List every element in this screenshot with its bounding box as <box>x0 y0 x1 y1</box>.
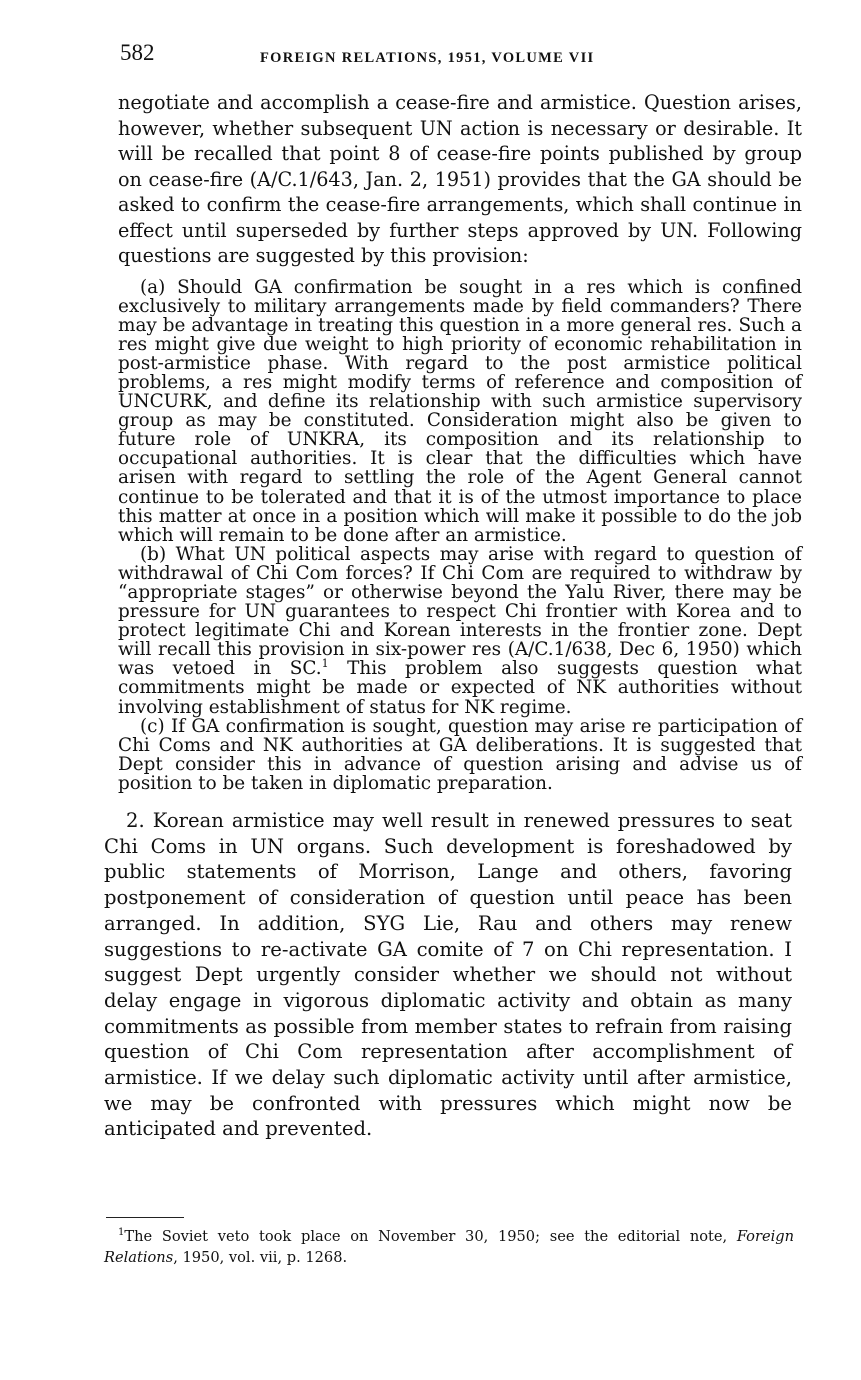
footnote <box>104 1226 794 1268</box>
footnote-text-after: , 1950, vol. vii, p. 1268. <box>173 1249 348 1266</box>
sub-points <box>118 278 802 794</box>
page-number: 582 <box>120 40 155 65</box>
sub-point-a: (a) Should GA confirmation be sought in a res which is confined exclusively to military arrangements made by field commanders? There may be advantage in treating this question in a more general res. Such a res might give due weight to high priority of economic rehabilitation in post-armistice phase. With regard to the post armistice political problems, a res might modify terms of reference and composition of UNCURK, and define its relationship with such armistice supervisory group as may be constituted. Consideration might also be given to future role of UNKRA, its composition and its relationship to occupational authorities. It is clear that the difficulties which have arisen with regard to settling the role of the Agent General cannot continue to be tolerated and that it is of the utmost importance to place this matter at once in a position which will make it possible to do the job which will remain to be done after an armistice. <box>118 276 802 546</box>
body-text <box>104 90 802 1142</box>
footnote-marker: 1 <box>118 1227 125 1239</box>
footnote-divider <box>106 1217 184 1218</box>
running-head: FOREIGN RELATIONS, 1951, VOLUME VII <box>260 50 595 66</box>
sub-point-c: (c) If GA confirmation is sought, question may arise re participation of Chi Coms and NK authorities at GA deliberations. It is suggested that Dept consider this in advance of question arising and advise us of position to be taken in diplomatic preparation. <box>118 715 802 794</box>
footnote-text-before: The Soviet veto took place on November 30, 1950; see the editorial note, <box>124 1228 737 1245</box>
sub-point-b-text-1: (b) What UN political aspects may arise with regard to question of withdrawal of Chi Com forces? If Chi Com are required to withdraw by “appropriate stages” or otherwise beyond the Yalu River, there may be pressure for UN guarantees to respect Chi frontier with Korea and to protect legitimate Chi and Korean interests in the frontier zone. Dept will recall this provision in six-power res (A/C.1/638, Dec 6, 1950) which was vetoed in SC. <box>118 543 802 680</box>
sub-point-b-text-2: This problem also suggests question what commitments might be made or expected of NK authorities without involving establishment of status for NK regime. <box>118 658 802 718</box>
lead-paragraph: negotiate and accomplish a cease-fire and armistice. Question arises, however, whether subsequent UN action is necessary or desirable. It will be recalled that point 8 of cease-fire points published by group on cease-fire (A/C.1/643, Jan. 2, 1951) provides that the GA should be asked to confirm the cease-fire arrangements, which shall continue in effect until superseded by further steps approved by UN. Following questions are suggested by this provision: <box>118 91 802 267</box>
footnote-title: Foreign Relations <box>104 1228 794 1266</box>
sub-point-b <box>118 545 802 717</box>
paragraph-two: 2. Korean armistice may well result in renewed pressures to seat Chi Coms in UN organs. Such development is foreshadowed by public statements of Morrison, Lange and others, favoring postponement of consideration of question until peace has been arranged. In addition, SYG Lie, Rau and others may renew suggestions to re-activate GA comite of 7 on Chi representation. I suggest Dept urgently consider whether we should not without delay engage in vigorous diplomatic activity and obtain as many commitments as possible from member states to refrain from raising question of Chi Com representation after accomplishment of armistice. If we delay such diplomatic activity until after armistice, we may be confronted with pressures which might now be anticipated and prevented. <box>104 809 792 1141</box>
footnote-reference: 1 <box>321 657 329 671</box>
page-header <box>120 40 800 70</box>
